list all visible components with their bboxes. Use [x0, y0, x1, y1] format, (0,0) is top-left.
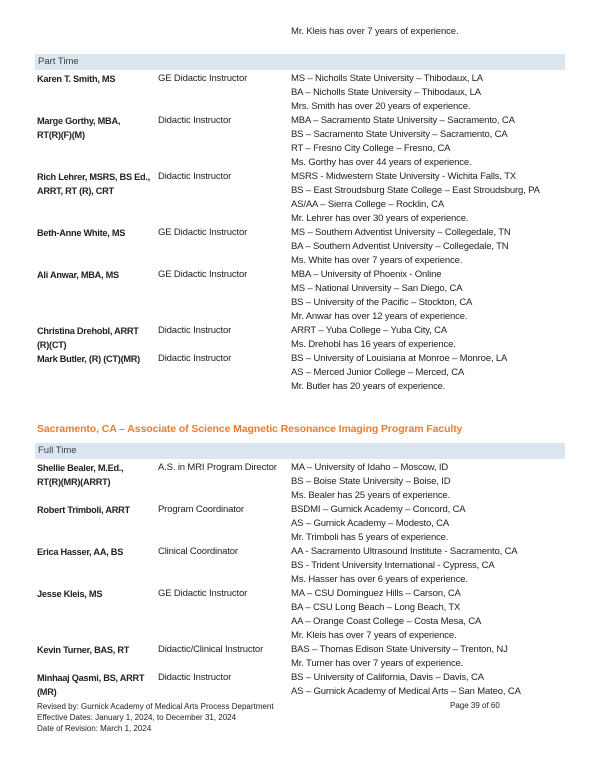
faculty-row — [35, 226, 565, 268]
page-footer — [37, 701, 274, 734]
faculty-row — [35, 461, 565, 503]
faculty-name-line: Kevin Turner, BAS, RT — [37, 645, 130, 655]
full-time-band: Full Time — [35, 443, 565, 459]
education-line: BS – Sacramento State University – Sacramento, CA — [291, 129, 508, 140]
education-line: Mr. Butler has 20 years of experience. — [291, 381, 446, 392]
faculty-name — [35, 643, 158, 657]
faculty-name-line: Karen T. Smith, MS — [37, 74, 116, 84]
faculty-row — [35, 587, 565, 643]
faculty-name-line: Beth-Anne White, MS — [37, 228, 126, 238]
education-line: MBA – Sacramento State University – Sacramento, CA — [291, 115, 515, 126]
faculty-education — [291, 114, 565, 170]
education-line: BA – CSU Long Beach – Long Beach, TX — [291, 602, 461, 613]
part-time-section — [35, 54, 565, 394]
education-line: Mr. Anwar has over 12 years of experience. — [291, 311, 468, 322]
faculty-title: Didactic/Clinical Instructor — [158, 644, 264, 655]
education-line: MBA – University of Phoenix - Online — [291, 269, 442, 280]
faculty-row — [35, 643, 565, 671]
education-line: RT – Fresno City College – Fresno, CA — [291, 143, 451, 154]
faculty-name-line: (R)(CT) — [37, 340, 67, 350]
faculty-name — [35, 545, 158, 559]
faculty-education — [291, 324, 565, 352]
education-line: MS – Southern Adventist University – Collegedale, TN — [291, 227, 511, 238]
education-line: Mr. Kleis has over 7 years of experience. — [291, 630, 457, 641]
education-line: BS – Boise State University – Boise, ID — [291, 476, 451, 487]
education-line: AA – Orange Coast College – Costa Mesa, CA — [291, 616, 482, 627]
faculty-name-line: Mark Butler, (R) (CT)(MR) — [37, 354, 140, 364]
faculty-title: Didactic Instructor — [158, 353, 232, 364]
education-line: MSRS - Midwestern State University - Wichita Falls, TX — [291, 171, 517, 182]
faculty-education — [291, 503, 565, 545]
faculty-row — [35, 324, 565, 352]
faculty-title: Didactic Instructor — [158, 325, 232, 336]
education-line: BS – University of Louisiana at Monroe – Monroe, LA — [291, 353, 508, 364]
education-line: BAS – Thomas Edison State University – Trenton, NJ — [291, 644, 508, 655]
education-line: BS - Trident University International - Cypress, CA — [291, 560, 495, 571]
faculty-name-line: Ali Anwar, MBA, MS — [37, 270, 119, 280]
education-line: BA – Nicholls State University – Thibodaux, LA — [291, 87, 481, 98]
education-line: MS – Nicholls State University – Thibodaux, LA — [291, 73, 483, 84]
faculty-name-line: RT(R)(MR)(ARRT) — [37, 477, 111, 487]
education-line: MA – CSU Dominguez Hills – Carson, CA — [291, 588, 461, 599]
education-line: AS – Merced Junior College – Merced, CA — [291, 367, 465, 378]
faculty-name — [35, 324, 158, 352]
faculty-name — [35, 72, 158, 86]
faculty-name — [35, 352, 158, 366]
education-line: MA – University of Idaho – Moscow, ID — [291, 462, 449, 473]
faculty-title: Clinical Coordinator — [158, 546, 238, 557]
education-line: BA – Southern Adventist University – Collegedale, TN — [291, 241, 509, 252]
education-line: AS/AA – Sierra College – Rocklin, CA — [291, 199, 445, 210]
faculty-row — [35, 114, 565, 170]
education-line: Ms. Drehobl has 16 years of experience. — [291, 339, 456, 350]
program-heading: Sacramento, CA – Associate of Science Magnetic Resonance Imaging Program Faculty — [37, 423, 463, 435]
faculty-name-line: Marge Gorthy, MBA, — [37, 116, 121, 126]
faculty-name — [35, 671, 158, 699]
footer-revised-by: Revised by: Gurnick Academy of Medical Arts Process Department — [37, 702, 274, 711]
faculty-row — [35, 503, 565, 545]
faculty-title: GE Didactic Instructor — [158, 73, 248, 84]
education-line: AA - Sacramento Ultrasound Institute - Sacramento, CA — [291, 546, 518, 557]
education-line: AS – Gurnick Academy of Medical Arts – San Mateo, CA — [291, 686, 521, 697]
faculty-title: GE Didactic Instructor — [158, 588, 248, 599]
faculty-row — [35, 671, 565, 699]
faculty-name — [35, 268, 158, 282]
full-time-rows — [35, 459, 565, 699]
education-line: BS – University of the Pacific – Stockton, CA — [291, 297, 473, 308]
education-line: Mrs. Smith has over 20 years of experience. — [291, 101, 471, 112]
faculty-row — [35, 545, 565, 587]
faculty-education — [291, 268, 565, 324]
education-line: AS – Gurnick Academy – Modesto, CA — [291, 518, 450, 529]
education-line: Mr. Turner has over 7 years of experience. — [291, 658, 464, 669]
faculty-education — [291, 352, 565, 394]
education-line: Ms. Hasser has over 6 years of experience. — [291, 574, 468, 585]
faculty-title: Didactic Instructor — [158, 672, 232, 683]
faculty-name — [35, 587, 158, 601]
part-time-band: Part Time — [35, 54, 565, 70]
footer-date-of-revision: Date of Revision: March 1, 2024 — [37, 724, 152, 733]
faculty-name — [35, 503, 158, 517]
education-line: Ms. Gorthy has over 44 years of experience. — [291, 157, 472, 168]
faculty-title: GE Didactic Instructor — [158, 227, 248, 238]
faculty-title: GE Didactic Instructor — [158, 269, 248, 280]
faculty-name-line: RT(R)(F)(M) — [37, 130, 85, 140]
faculty-row — [35, 268, 565, 324]
faculty-education — [291, 461, 565, 503]
faculty-name-line: Christina Drehobl, ARRT — [37, 326, 139, 336]
faculty-name-line: Shellie Bealer, M.Ed., — [37, 463, 124, 473]
faculty-name-line: (MR) — [37, 687, 57, 697]
faculty-education — [291, 587, 565, 643]
page-number: Page 39 of 60 — [450, 701, 500, 710]
faculty-row — [35, 352, 565, 394]
education-line: BSDMI – Gurnick Academy – Concord, CA — [291, 504, 466, 515]
education-line: BS – East Stroudsburg State College – East Stroudsburg, PA — [291, 185, 540, 196]
education-line: BS – University of California, Davis – Davis, CA — [291, 672, 484, 683]
faculty-title: Didactic Instructor — [158, 115, 232, 126]
faculty-row — [35, 72, 565, 114]
faculty-education — [291, 643, 565, 671]
faculty-name — [35, 461, 158, 489]
faculty-name-line: Erica Hasser, AA, BS — [37, 547, 124, 557]
faculty-education — [291, 671, 565, 699]
faculty-title: Program Coordinator — [158, 504, 244, 515]
faculty-education — [291, 170, 565, 226]
faculty-row — [35, 170, 565, 226]
faculty-name-line: Minhaaj Qasmi, BS, ARRT — [37, 673, 145, 683]
faculty-education — [291, 226, 565, 268]
part-time-rows — [35, 70, 565, 394]
continuation-experience-line: Mr. Kleis has over 7 years of experience. — [291, 26, 459, 37]
footer-effective-dates: Effective Dates: January 1, 2024, to December 31, 2024 — [37, 713, 237, 722]
faculty-name-line: Robert Trimboli, ARRT — [37, 505, 130, 515]
education-line: ARRT – Yuba College – Yuba City, CA — [291, 325, 447, 336]
faculty-name-line: Rich Lehrer, MSRS, BS Ed., — [37, 172, 150, 182]
education-line: Mr. Trimboli has 5 years of experience. — [291, 532, 449, 543]
education-line: Mr. Lehrer has over 30 years of experience. — [291, 213, 469, 224]
faculty-name-line: ARRT, RT (R), CRT — [37, 186, 114, 196]
faculty-name — [35, 170, 158, 198]
education-line: MS – National University – San Diego, CA — [291, 283, 463, 294]
faculty-name — [35, 226, 158, 240]
faculty-name-line: Jesse Kleis, MS — [37, 589, 103, 599]
full-time-section — [35, 443, 565, 699]
faculty-education — [291, 72, 565, 114]
faculty-title: Didactic Instructor — [158, 171, 232, 182]
faculty-name — [35, 114, 158, 142]
faculty-title: A.S. in MRI Program Director — [158, 462, 277, 473]
education-line: Ms. White has over 7 years of experience. — [291, 255, 463, 266]
faculty-education — [291, 545, 565, 587]
education-line: Ms. Bealer has 25 years of experience. — [291, 490, 451, 501]
